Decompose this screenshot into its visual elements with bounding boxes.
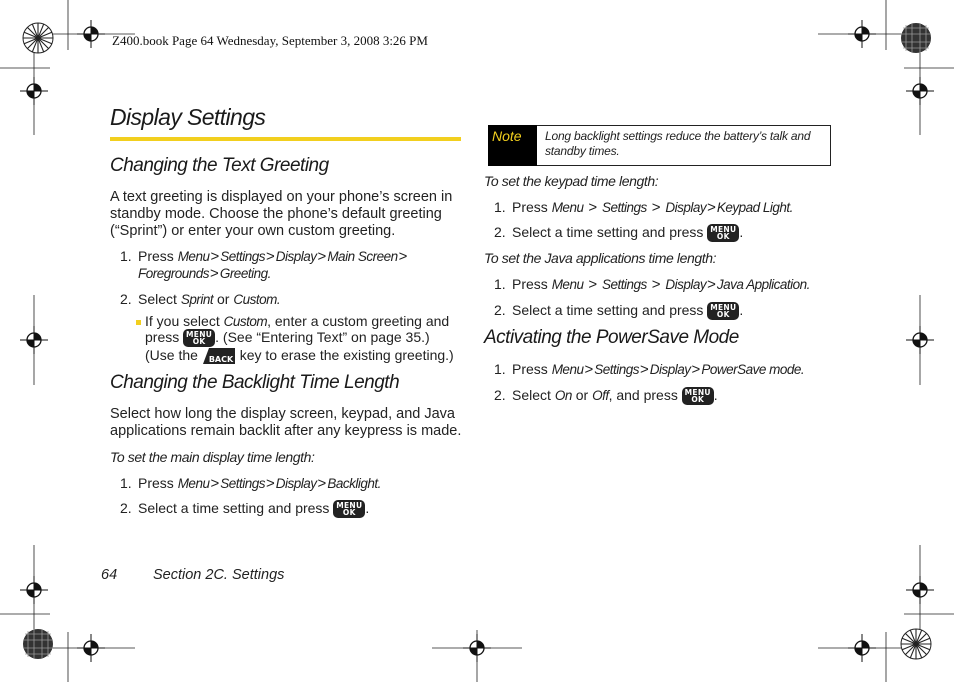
keypad-intro: To set the keypad time length:	[484, 173, 659, 189]
page-number: 64	[101, 567, 118, 583]
backlight-body: Select how long the display screen, keypad, and Java applications remain backlit after any keypress is made.	[110, 406, 462, 439]
step-number: 1.	[494, 199, 506, 215]
java-intro: To set the Java applications time length:	[484, 250, 717, 266]
main-display-intro: To set the main display time length:	[110, 449, 315, 465]
menu-ok-key-icon: MENU OK	[682, 387, 714, 405]
page-title: Display Settings	[110, 104, 266, 130]
keypad-step-1: 1. Press Menu > Settings > Display>Keypad Light.	[494, 199, 793, 216]
powersave-step-1: 1. Press Menu>Settings>Display>PowerSave mode.	[494, 361, 805, 378]
step-number: 2.	[494, 387, 506, 403]
step-number: 2.	[494, 302, 506, 318]
note-label: Note	[488, 125, 537, 166]
title-rule	[110, 137, 461, 141]
backlight-step-2: 2. Select a time setting and press MENU OK .	[120, 500, 370, 518]
step-number: 1.	[120, 248, 132, 264]
greeting-bullet-line-1: If you select Custom, enter a custom greeting and	[136, 313, 449, 330]
heading-backlight: Changing the Backlight Time Length	[110, 372, 400, 393]
step-number: 2.	[120, 291, 132, 307]
step-number: 2.	[494, 224, 506, 240]
greeting-step-1-cont: Foregrounds>Greeting.	[138, 265, 271, 282]
greeting-bullet-line-2: press MENU OK . (See “Entering Text” on page 35.)	[145, 329, 430, 347]
step-number: 2.	[120, 500, 132, 516]
menu-ok-key-icon: MENU OK	[707, 224, 739, 242]
step-number: 1.	[494, 361, 506, 377]
greeting-step-1: 1. Press Menu>Settings>Display>Main Screen>	[120, 248, 408, 265]
greeting-bullet-line-3: (Use the BACK key to erase the existing greeting.)	[145, 347, 454, 365]
heading-text-greeting: Changing the Text Greeting	[110, 155, 329, 176]
powersave-step-2: 2. Select On or Off, and press MENU OK .	[494, 387, 718, 405]
section-footer: Section 2C. Settings	[153, 567, 285, 583]
greeting-step-2: 2. Select Sprint or Custom.	[120, 291, 281, 307]
back-key-icon: BACK	[202, 347, 236, 365]
menu-ok-key-icon: MENU OK	[707, 302, 739, 320]
text-greeting-body: A text greeting is displayed on your phone’s screen in standby mode. Choose the phone’s default greeting (“Sprint”) or enter your own custom greeting.	[110, 189, 453, 239]
menu-ok-key-icon: MENU OK	[183, 329, 215, 347]
step-number: 1.	[494, 276, 506, 292]
java-step-2: 2. Select a time setting and press MENU OK .	[494, 302, 744, 320]
java-step-1: 1. Press Menu > Settings > Display>Java Application.	[494, 276, 810, 293]
menu-ok-key-icon: MENU OK	[333, 500, 365, 518]
heading-powersave: Activating the PowerSave Mode	[484, 327, 739, 348]
note-text: Long backlight settings reduce the battery’s talk and standby times.	[545, 129, 811, 158]
print-header: Z400.book Page 64 Wednesday, September 3, 2008 3:26 PM	[112, 33, 428, 48]
backlight-step-1: 1. Press Menu>Settings>Display>Backlight.	[120, 475, 381, 492]
keypad-step-2: 2. Select a time setting and press MENU OK .	[494, 224, 744, 242]
step-number: 1.	[120, 475, 132, 491]
bullet-icon	[136, 320, 141, 325]
